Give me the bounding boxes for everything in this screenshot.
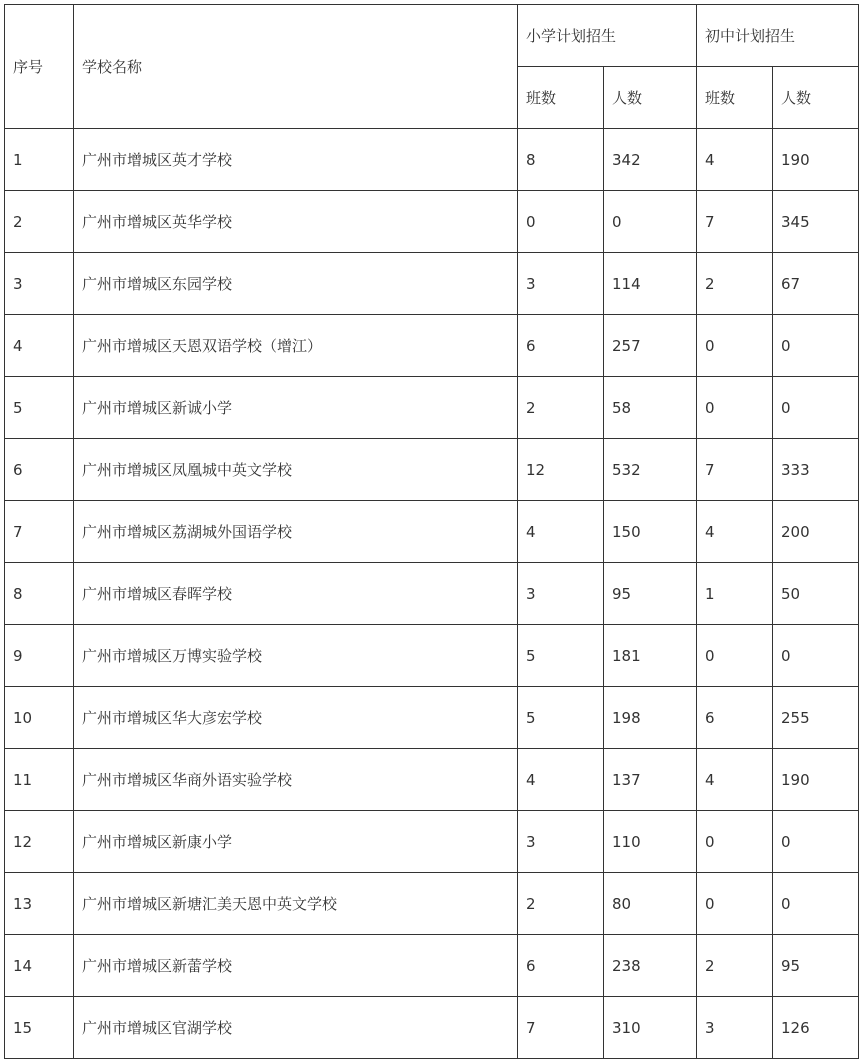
- cell-school-name: 广州市增城区东园学校: [74, 253, 518, 315]
- cell-seq: 6: [5, 439, 74, 501]
- cell-seq: 5: [5, 377, 74, 439]
- cell-seq: 9: [5, 625, 74, 687]
- cell-seq: 1: [5, 129, 74, 191]
- cell-seq: 12: [5, 811, 74, 873]
- cell-junior-classes: 0: [697, 811, 773, 873]
- cell-seq: 14: [5, 935, 74, 997]
- table-row: [5, 315, 859, 377]
- header-primary-plan: 小学计划招生: [518, 5, 697, 67]
- cell-school-name: 广州市增城区万博实验学校: [74, 625, 518, 687]
- table-row: [5, 253, 859, 315]
- cell-junior-students: 0: [773, 873, 859, 935]
- cell-junior-students: 0: [773, 315, 859, 377]
- cell-seq: 3: [5, 253, 74, 315]
- cell-junior-classes: 1: [697, 563, 773, 625]
- cell-seq: 15: [5, 997, 74, 1059]
- table-row: [5, 935, 859, 997]
- table-row: [5, 997, 859, 1059]
- cell-junior-students: 0: [773, 377, 859, 439]
- cell-seq: 2: [5, 191, 74, 253]
- cell-primary-students: 238: [604, 935, 697, 997]
- header-junior-students: 人数: [773, 67, 859, 129]
- cell-seq: 7: [5, 501, 74, 563]
- cell-primary-classes: 2: [518, 377, 604, 439]
- cell-junior-students: 0: [773, 811, 859, 873]
- cell-junior-classes: 2: [697, 253, 773, 315]
- table-row: [5, 749, 859, 811]
- table-row: [5, 377, 859, 439]
- cell-primary-classes: 3: [518, 253, 604, 315]
- cell-seq: 13: [5, 873, 74, 935]
- cell-primary-classes: 3: [518, 563, 604, 625]
- table-body: [5, 129, 859, 1059]
- cell-school-name: 广州市增城区华商外语实验学校: [74, 749, 518, 811]
- cell-seq: 10: [5, 687, 74, 749]
- cell-seq: 8: [5, 563, 74, 625]
- cell-junior-classes: 0: [697, 625, 773, 687]
- table-row: [5, 129, 859, 191]
- cell-primary-classes: 2: [518, 873, 604, 935]
- cell-school-name: 广州市增城区英才学校: [74, 129, 518, 191]
- cell-school-name: 广州市增城区英华学校: [74, 191, 518, 253]
- cell-junior-students: 200: [773, 501, 859, 563]
- cell-school-name: 广州市增城区新康小学: [74, 811, 518, 873]
- cell-school-name: 广州市增城区华大彦宏学校: [74, 687, 518, 749]
- cell-junior-classes: 0: [697, 873, 773, 935]
- cell-junior-students: 190: [773, 749, 859, 811]
- cell-primary-students: 257: [604, 315, 697, 377]
- cell-primary-students: 198: [604, 687, 697, 749]
- cell-primary-students: 342: [604, 129, 697, 191]
- cell-junior-classes: 2: [697, 935, 773, 997]
- header-row-top: [5, 5, 859, 67]
- table-row: [5, 191, 859, 253]
- cell-primary-students: 532: [604, 439, 697, 501]
- table-row: [5, 811, 859, 873]
- cell-primary-students: 181: [604, 625, 697, 687]
- cell-primary-classes: 4: [518, 501, 604, 563]
- cell-school-name: 广州市增城区新诚小学: [74, 377, 518, 439]
- header-primary-classes: 班数: [518, 67, 604, 129]
- cell-primary-classes: 5: [518, 687, 604, 749]
- cell-primary-students: 114: [604, 253, 697, 315]
- cell-primary-students: 137: [604, 749, 697, 811]
- cell-primary-classes: 6: [518, 935, 604, 997]
- header-school-name: 学校名称: [74, 5, 518, 129]
- cell-junior-classes: 0: [697, 377, 773, 439]
- cell-junior-classes: 4: [697, 129, 773, 191]
- table-row: [5, 625, 859, 687]
- cell-primary-classes: 6: [518, 315, 604, 377]
- table-row: [5, 687, 859, 749]
- header-seq: 序号: [5, 5, 74, 129]
- cell-primary-classes: 3: [518, 811, 604, 873]
- enrollment-table-container: [4, 4, 859, 1059]
- cell-school-name: 广州市增城区荔湖城外国语学校: [74, 501, 518, 563]
- cell-junior-classes: 3: [697, 997, 773, 1059]
- cell-primary-students: 150: [604, 501, 697, 563]
- cell-primary-classes: 7: [518, 997, 604, 1059]
- cell-junior-classes: 4: [697, 749, 773, 811]
- cell-junior-students: 255: [773, 687, 859, 749]
- cell-junior-classes: 0: [697, 315, 773, 377]
- header-junior-classes: 班数: [697, 67, 773, 129]
- cell-primary-classes: 12: [518, 439, 604, 501]
- enrollment-table: [4, 4, 859, 1059]
- cell-junior-students: 345: [773, 191, 859, 253]
- header-primary-students: 人数: [604, 67, 697, 129]
- table-row: [5, 563, 859, 625]
- cell-primary-students: 0: [604, 191, 697, 253]
- cell-school-name: 广州市增城区新蕾学校: [74, 935, 518, 997]
- cell-junior-students: 126: [773, 997, 859, 1059]
- cell-junior-students: 333: [773, 439, 859, 501]
- cell-primary-students: 110: [604, 811, 697, 873]
- header-junior-plan: 初中计划招生: [697, 5, 859, 67]
- cell-primary-students: 95: [604, 563, 697, 625]
- cell-junior-students: 50: [773, 563, 859, 625]
- cell-school-name: 广州市增城区新塘汇美天恩中英文学校: [74, 873, 518, 935]
- cell-junior-students: 95: [773, 935, 859, 997]
- cell-junior-classes: 7: [697, 439, 773, 501]
- cell-seq: 4: [5, 315, 74, 377]
- cell-primary-classes: 5: [518, 625, 604, 687]
- cell-school-name: 广州市增城区天恩双语学校（增江）: [74, 315, 518, 377]
- cell-school-name: 广州市增城区官湖学校: [74, 997, 518, 1059]
- table-row: [5, 873, 859, 935]
- cell-junior-classes: 7: [697, 191, 773, 253]
- table-row: [5, 439, 859, 501]
- cell-junior-classes: 4: [697, 501, 773, 563]
- cell-primary-classes: 8: [518, 129, 604, 191]
- cell-primary-classes: 0: [518, 191, 604, 253]
- cell-primary-students: 80: [604, 873, 697, 935]
- cell-primary-classes: 4: [518, 749, 604, 811]
- table-row: [5, 501, 859, 563]
- cell-school-name: 广州市增城区春晖学校: [74, 563, 518, 625]
- cell-primary-students: 310: [604, 997, 697, 1059]
- cell-junior-students: 190: [773, 129, 859, 191]
- cell-junior-students: 0: [773, 625, 859, 687]
- cell-primary-students: 58: [604, 377, 697, 439]
- cell-junior-classes: 6: [697, 687, 773, 749]
- cell-school-name: 广州市增城区凤凰城中英文学校: [74, 439, 518, 501]
- cell-junior-students: 67: [773, 253, 859, 315]
- cell-seq: 11: [5, 749, 74, 811]
